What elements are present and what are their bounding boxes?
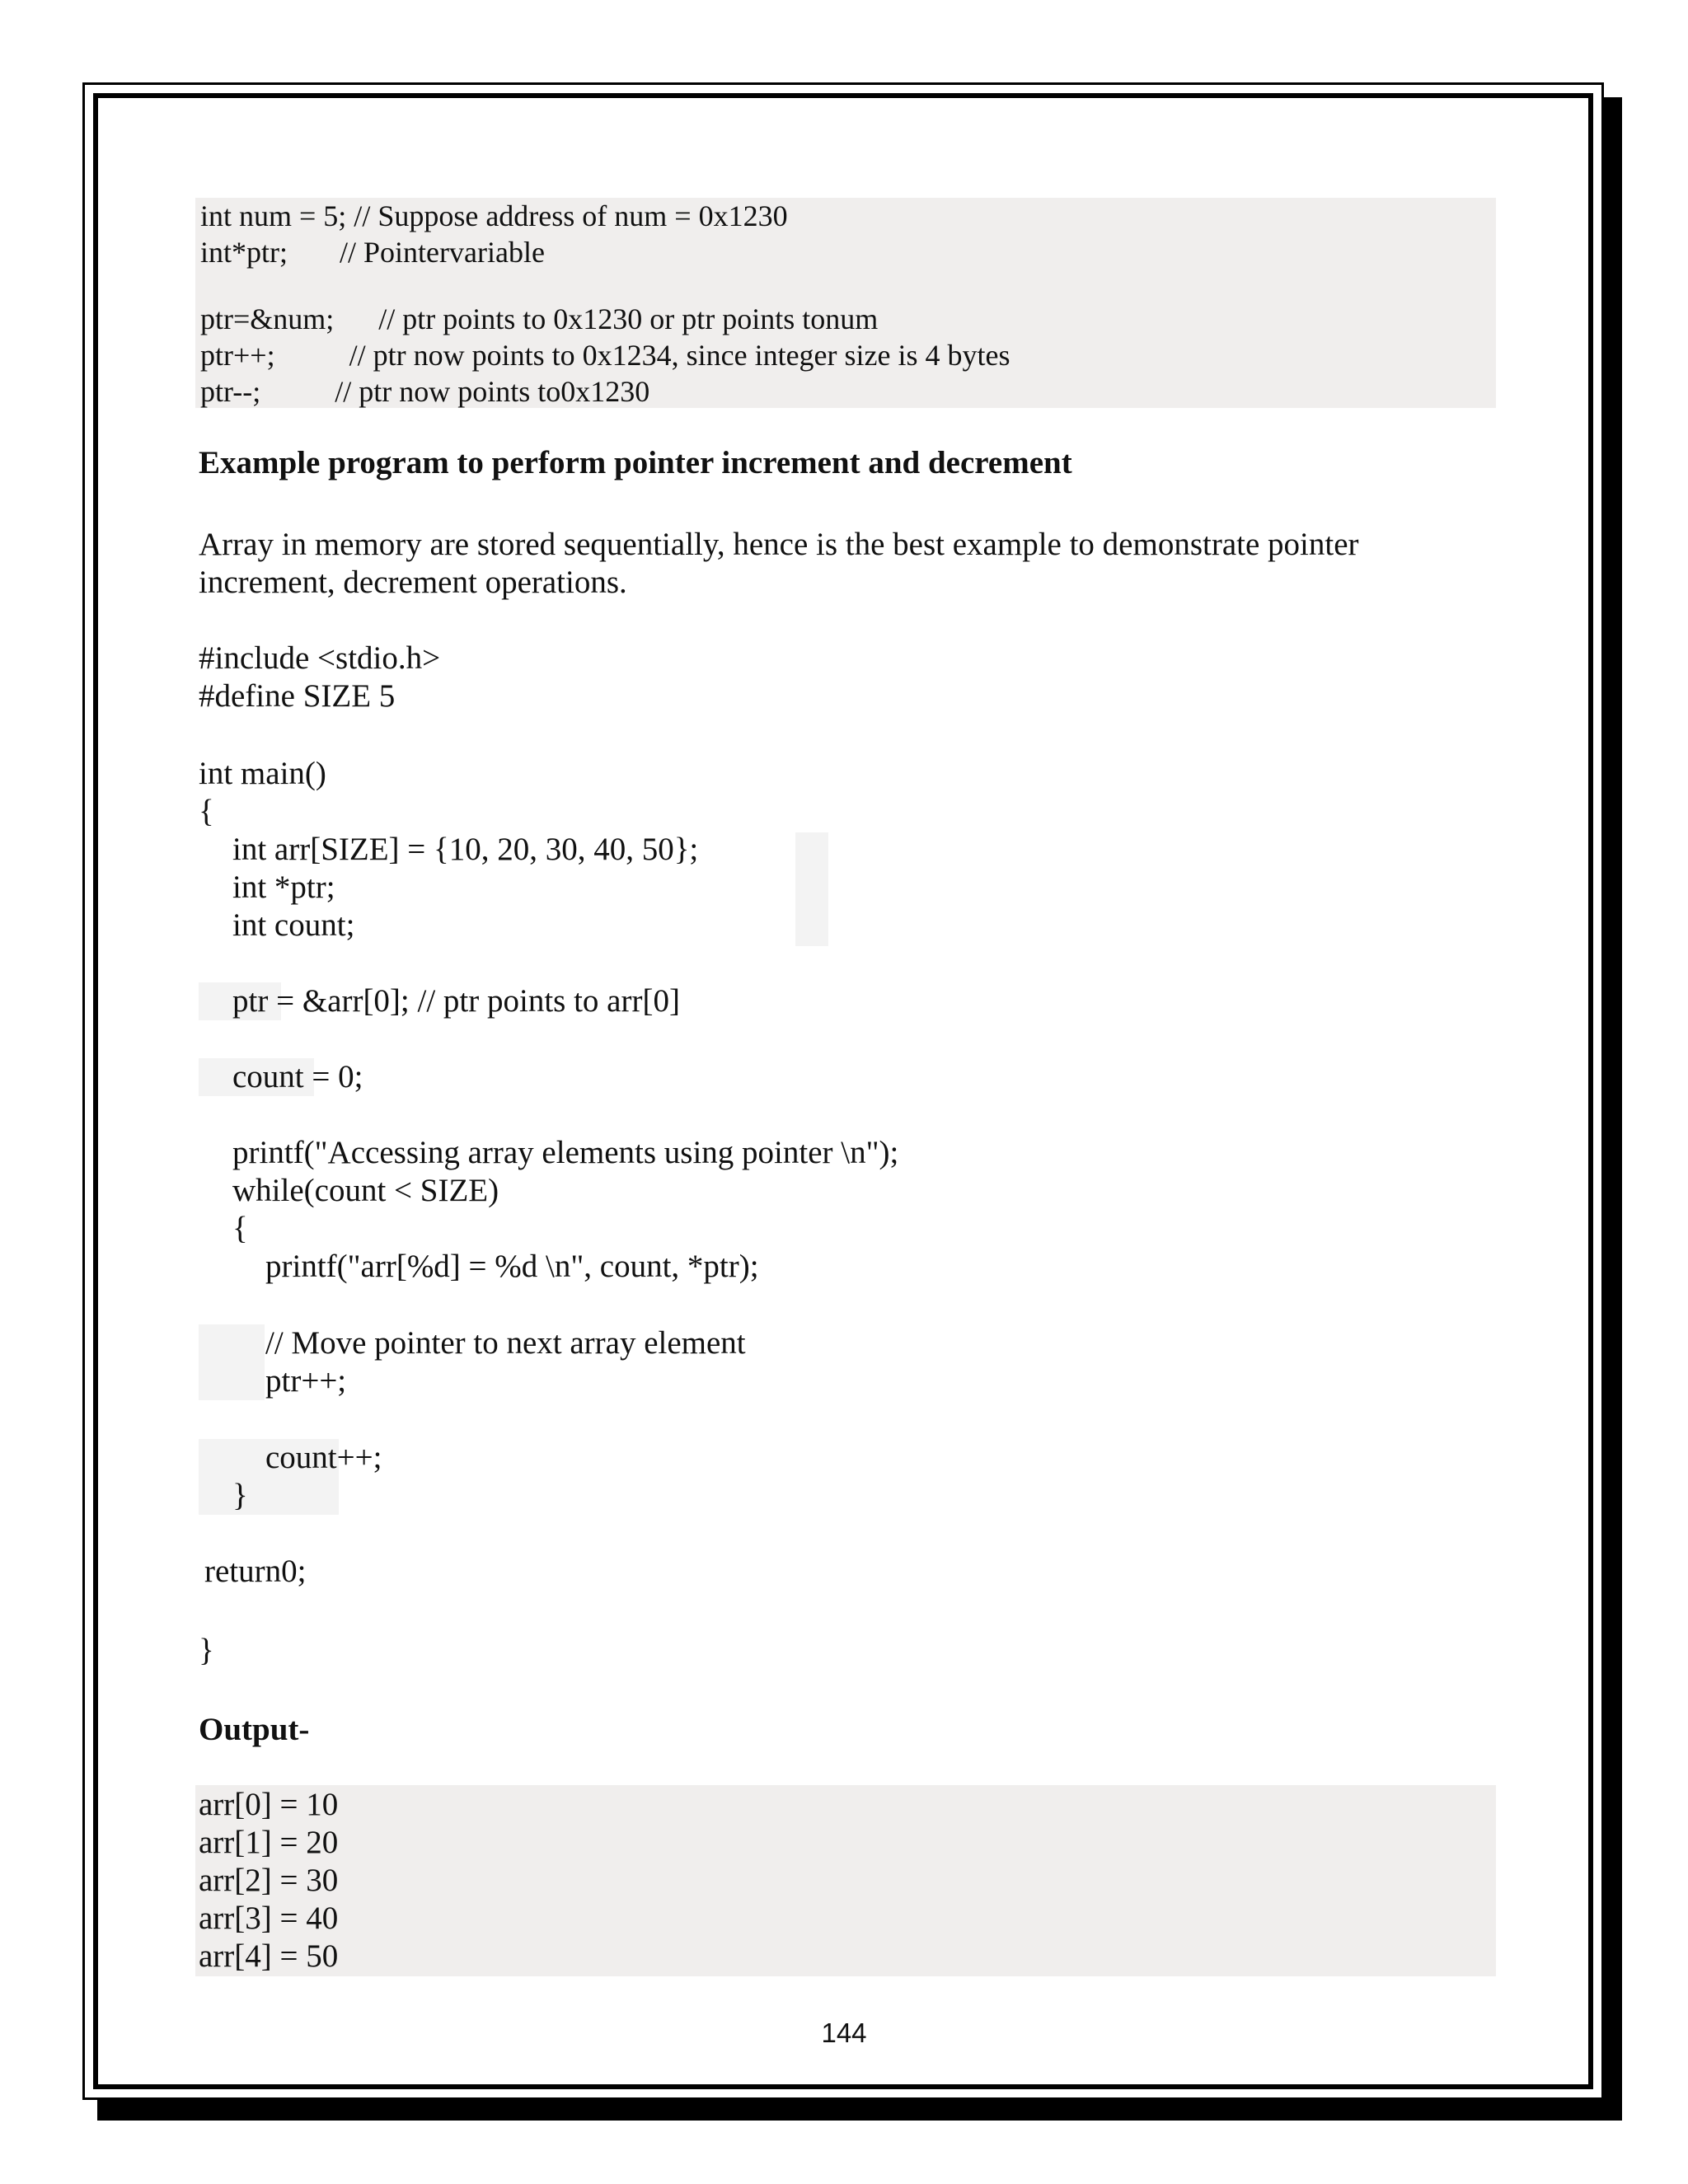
body-paragraph: [199, 526, 1501, 602]
output-line: arr[1] = 20: [199, 1825, 339, 1860]
code-line: #include <stdio.h>: [199, 640, 441, 676]
paragraph-line: increment, decrement operations.: [199, 565, 627, 600]
intro-code-line: ptr++; // ptr now points to 0x1234, since integer size is 4 bytes: [200, 339, 1010, 372]
code-line: while(count < SIZE): [232, 1173, 499, 1208]
page-number: 144: [821, 2018, 867, 2048]
code-line: int main(): [199, 756, 326, 791]
code-line: count++;: [265, 1440, 382, 1475]
code-line: printf("Accessing array elements using pointer \n");: [232, 1135, 899, 1170]
code-line: return0;: [204, 1554, 307, 1589]
code-line: ptr++;: [265, 1363, 347, 1399]
output-line: arr[2] = 30: [199, 1863, 339, 1898]
output-block: [195, 1785, 1496, 1976]
code-line: #define SIZE 5: [199, 678, 396, 714]
paragraph-line: Array in memory are stored sequentially, hence is the best example to demonstrate pointer: [199, 527, 1359, 562]
code-line: int arr[SIZE] = {10, 20, 30, 40, 50};: [232, 832, 699, 867]
output-line: arr[0] = 10: [199, 1787, 339, 1822]
code-line: {: [232, 1211, 248, 1246]
intro-code-line: ptr--; // ptr now points to0x1230: [200, 375, 650, 408]
code-line: }: [232, 1478, 248, 1513]
section-heading: Example program to perform pointer increment and decrement: [199, 445, 1072, 480]
output-line: arr[3] = 40: [199, 1900, 339, 1936]
code-line: count = 0;: [232, 1059, 363, 1094]
code-line: int *ptr;: [232, 869, 335, 905]
code-line: {: [199, 794, 214, 829]
code-line: }: [199, 1633, 214, 1668]
code-highlight: [199, 1324, 265, 1400]
intro-code-line: int num = 5; // Suppose address of num = 0x1230: [200, 199, 788, 232]
intro-code-line: ptr=&num; // ptr points to 0x1230 or ptr points tonum: [200, 302, 879, 335]
output-heading: Output-: [199, 1712, 310, 1747]
output-line: arr[4] = 50: [199, 1938, 339, 1974]
code-highlight: [795, 832, 828, 946]
code-line: ptr = &arr[0]; // ptr points to arr[0]: [232, 983, 680, 1019]
code-line: printf("arr[%d] = %d \n", count, *ptr);: [265, 1249, 759, 1284]
code-line: int count;: [232, 907, 355, 943]
code-line: // Move pointer to next array element: [265, 1325, 746, 1361]
intro-code-line: int*ptr; // Pointervariable: [200, 236, 545, 269]
